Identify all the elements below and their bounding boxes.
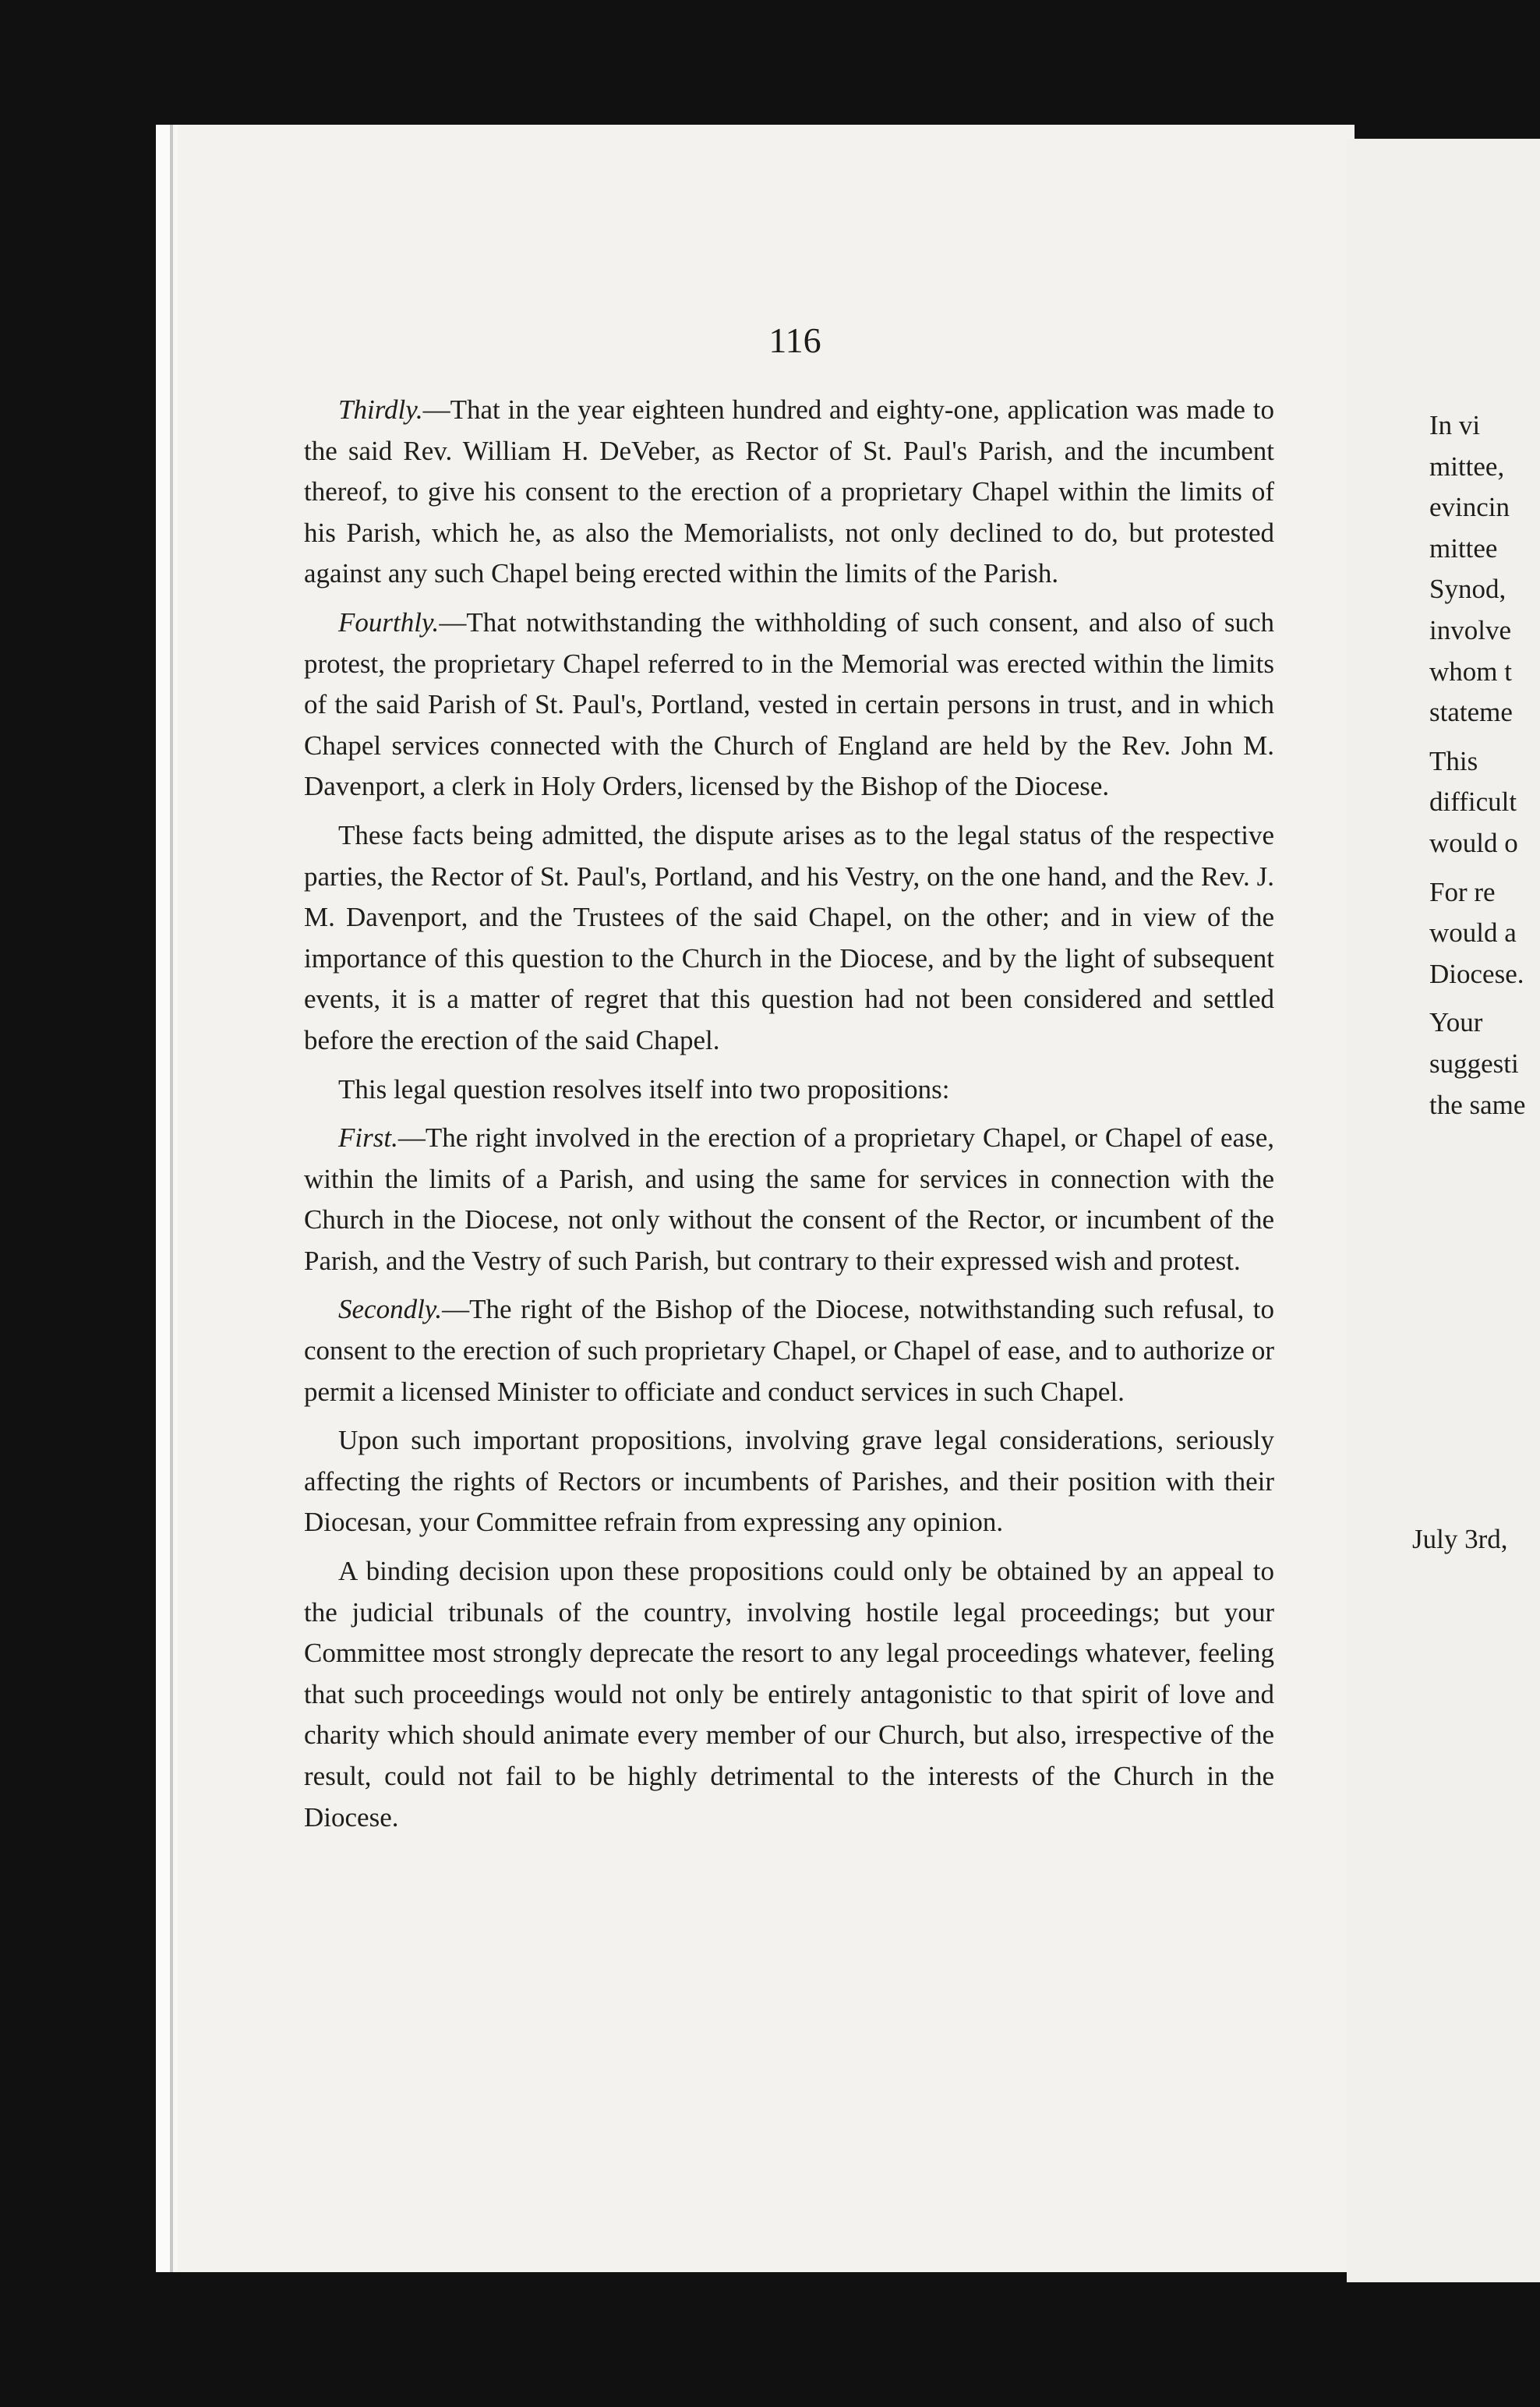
paragraph-text: —The right of the Bishop of the Diocese, notwithstanding such refusal, to consent to the erection of such proprietary Chapel, or Chapel of ease, and to authorize or permit a licensed Minister to officiate and conduct services in such Chapel. <box>304 1294 1274 1407</box>
right-fragment-line: Diocese. <box>1429 958 1524 989</box>
right-fragment-line: whom t <box>1429 656 1512 687</box>
right-fragment-line: In vi <box>1429 410 1481 440</box>
paragraph-text: —That notwithstanding the withholding of such consent, and also of such protest, the proprietary Chapel referred to in the Memorial was erected within the limits of the said Parish of St. Paul's, Portland, vested in certain persons in trust, and in which Chapel services connected with the Church of England are held by the Rev. John M. Davenport, a clerk in Holy Orders, licensed by the Bishop of the Diocese. <box>304 606 1274 802</box>
paragraph-lead: First. <box>338 1122 398 1154</box>
right-fragment-line: difficult <box>1429 786 1517 818</box>
right-fragment-line: Synod, <box>1429 574 1506 605</box>
paragraph <box>304 390 1274 595</box>
paragraph-lead: Thirdly. <box>338 394 423 425</box>
paragraph <box>304 603 1274 808</box>
right-page-text <box>1429 405 1540 1133</box>
right-fragment-paragraph <box>1429 405 1540 733</box>
right-fragment-paragraph <box>1429 872 1540 995</box>
paragraph-text: —The right involved in the erection of a proprietary Chapel, or Chapel of ease, within the limits of a Parish, and using the same for services in connection with the Church in the Diocese, not only without the consent of the Rector, or incumbent of the Parish, and the Vestry of such Parish, but contrary to their expressed wish and protest. <box>304 1122 1274 1276</box>
paragraph-text: —That in the year eighteen hundred and eighty-one, application was made to the said Rev. William H. DeVeber, as Rector of St. Paul's Parish, and the incumbent thereof, to give his consent to the erection of a proprietary Chapel within the limits of his Parish, which he, as also the Memorialists, not only declined to do, but protested against any such Chapel being erected within the limits of the Parish. <box>304 394 1274 589</box>
paragraph <box>304 1551 1274 1838</box>
paragraph <box>304 1118 1274 1281</box>
paragraph <box>304 815 1274 1062</box>
paragraph-text: A binding decision upon these propositions could only be obtained by an appeal to the judicial tribunals of the country, involving hostile legal proceedings; but your Committee most strongly deprecate the resort to any legal proceedings whatever, feeling that such proceedings would not only be entirely antagonistic to that spirit of love and charity which should animate every member of our Church, but also, irrespective of the result, could not fail to be highly detrimental to the interests of the Church in the Diocese. <box>304 1556 1274 1833</box>
right-fragment-line: mittee <box>1429 532 1498 564</box>
paragraph-text: Upon such important propositions, involving grave legal considerations, seriously affecting the rights of Rectors or incumbents of Parishes, and their position with their Diocesan, your Committee refrain from expressing any opinion. <box>304 1425 1274 1538</box>
body-text <box>304 390 1274 1846</box>
right-fragment-paragraph <box>1429 741 1540 864</box>
right-fragment-line: mittee, <box>1429 451 1505 482</box>
right-fragment-line: Your <box>1429 1007 1483 1038</box>
paragraph <box>304 1069 1274 1111</box>
right-page-date: July 3rd, <box>1412 1524 1508 1554</box>
right-fragment-line: would o <box>1429 827 1518 858</box>
right-fragment-line: stateme <box>1429 697 1513 728</box>
right-fragment-line: This <box>1429 745 1478 776</box>
paragraph <box>304 1289 1274 1412</box>
right-fragment-line: the same <box>1429 1089 1526 1120</box>
paragraph-lead: Fourthly. <box>338 606 440 638</box>
paragraph-text: This legal question resolves itself into two propositions: <box>338 1073 950 1105</box>
paragraph-text: These facts being admitted, the dispute arises as to the legal status of the respective parties, the Rector of St. Paul's, Portland, and his Vestry, on the one hand, and the Rev. J. M. Davenport, and the Trustees of the said Chapel, on the other; and in view of the importance of this question to the Church in the Diocese, and by the light of subsequent events, it is a matter of regret that this question had not been considered and settled before the erection of the said Chapel. <box>304 819 1274 1055</box>
right-fragment-line: evincin <box>1429 492 1510 523</box>
paragraph-lead: Secondly. <box>338 1294 443 1325</box>
right-fragment-line: would a <box>1429 917 1517 949</box>
page-number: 116 <box>768 320 821 360</box>
right-fragment-line: involve <box>1429 614 1511 645</box>
right-fragment-line: For re <box>1429 876 1496 907</box>
right-fragment-line: suggesti <box>1429 1048 1519 1079</box>
right-fragment-paragraph <box>1429 1002 1540 1126</box>
paragraph <box>304 1420 1274 1543</box>
